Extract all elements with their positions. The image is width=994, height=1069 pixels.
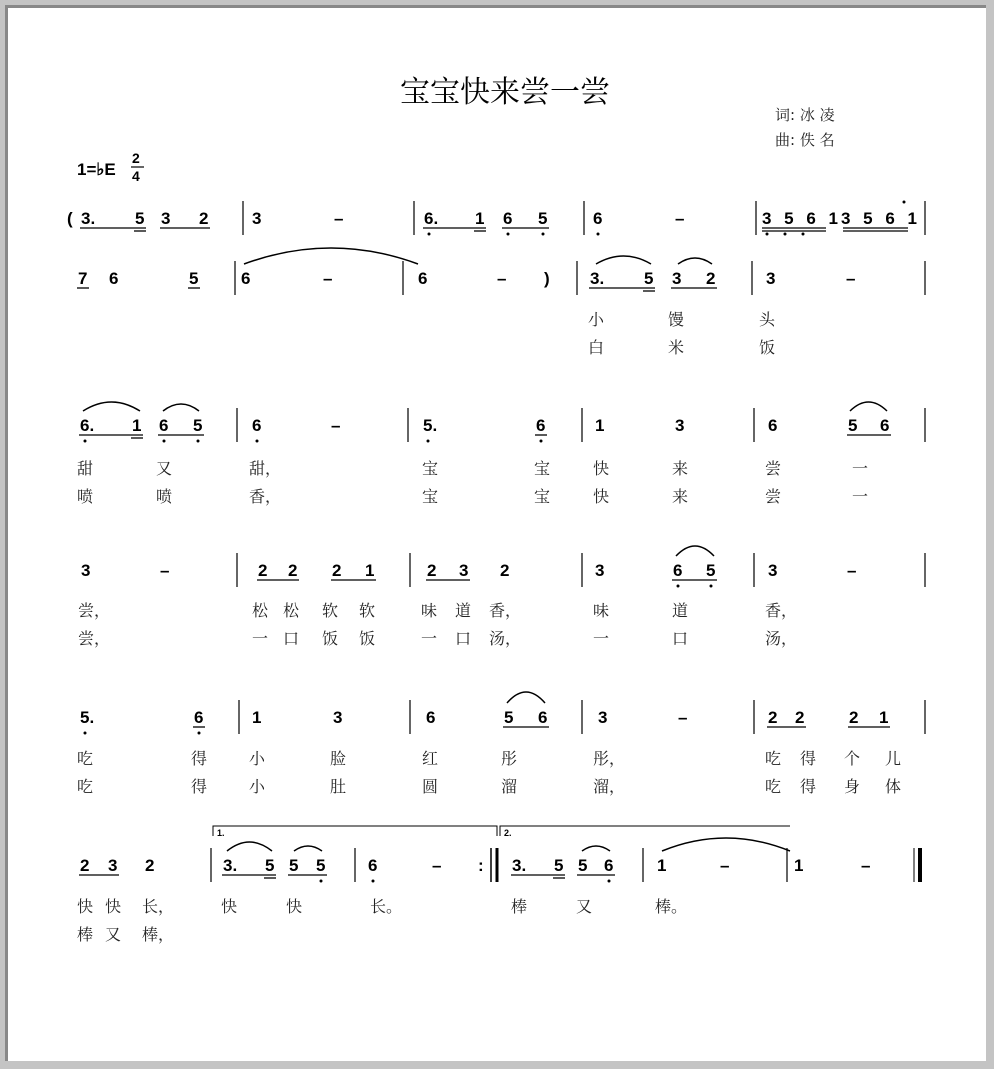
octave-dot xyxy=(608,880,611,883)
note: 5 xyxy=(706,561,716,580)
note: 3 5 6 1 xyxy=(762,209,842,228)
lyric: 快 xyxy=(77,897,94,916)
note: 6 xyxy=(503,209,513,228)
slur xyxy=(850,402,887,411)
note: 3 xyxy=(672,269,682,288)
note: 3 xyxy=(108,856,118,875)
note: 3. xyxy=(512,856,527,875)
lyric: 个 xyxy=(844,749,861,768)
lyric: 尝 xyxy=(765,487,782,506)
lyric: 饭 xyxy=(759,338,776,357)
lyric: 汤， xyxy=(489,629,522,648)
note: 2 xyxy=(768,708,778,727)
note: 1 xyxy=(475,209,485,228)
lyric: 棒， xyxy=(142,925,175,944)
octave-dot xyxy=(710,585,713,588)
note: 6 xyxy=(426,708,436,727)
lyric: 香， xyxy=(765,601,798,620)
octave-dot xyxy=(540,440,543,443)
octave-dot xyxy=(802,233,805,236)
octave-dot xyxy=(163,440,166,443)
lyric: 一 xyxy=(852,487,869,506)
lyric: 长。 xyxy=(370,897,403,916)
note: 2 xyxy=(795,708,805,727)
note: 2 xyxy=(332,561,342,580)
lyric: 圆 xyxy=(422,777,439,796)
lyric: 吃 xyxy=(77,749,94,768)
note: 5 xyxy=(644,269,654,288)
octave-dot xyxy=(256,440,259,443)
note: 6 xyxy=(368,856,378,875)
octave-dot xyxy=(677,585,680,588)
note: 2 xyxy=(80,856,90,875)
lyric: 口 xyxy=(455,629,472,648)
note: 3 xyxy=(459,561,469,580)
lyric: 味 xyxy=(593,601,610,620)
lyric: 宝 xyxy=(422,487,439,506)
note: 5 xyxy=(554,856,564,875)
octave-dot xyxy=(372,880,375,883)
score-row xyxy=(77,402,925,506)
note: 6 xyxy=(673,561,683,580)
note: 6 xyxy=(593,209,603,228)
lyric: 快 xyxy=(105,897,122,916)
octave-dot xyxy=(766,233,769,236)
lyric: 白 xyxy=(588,338,605,357)
time-signature-bottom: 4 xyxy=(132,168,140,184)
note: 5 xyxy=(578,856,588,875)
lyric: 快 xyxy=(593,459,610,478)
lyric: 又 xyxy=(105,925,122,944)
score-row xyxy=(77,248,925,357)
slur xyxy=(227,842,272,851)
song-title: 宝宝快来尝一尝 xyxy=(400,75,610,110)
lyric: 来 xyxy=(672,487,689,506)
lyric: 香， xyxy=(489,601,522,620)
note: 1 xyxy=(879,708,889,727)
octave-dot xyxy=(84,732,87,735)
note: 6. xyxy=(80,416,95,435)
lyric: 身 xyxy=(844,777,861,796)
note: 6 xyxy=(194,708,204,727)
lyric: 香， xyxy=(249,487,282,506)
note: 6 xyxy=(159,416,169,435)
note: 2 xyxy=(199,209,209,228)
score-row xyxy=(77,692,925,796)
lyric: 软 xyxy=(322,601,339,620)
volta-bracket-1 xyxy=(213,826,497,836)
lyric: 松 xyxy=(252,601,269,620)
note: : xyxy=(478,856,484,875)
note: ) xyxy=(544,269,550,288)
note: 2 xyxy=(145,856,155,875)
lyric: 口 xyxy=(672,629,689,648)
note: – xyxy=(678,708,688,727)
note: 5 xyxy=(193,416,203,435)
lyric: 宝 xyxy=(422,459,439,478)
note: ( xyxy=(67,209,73,228)
note: 2 xyxy=(849,708,859,727)
note: – xyxy=(323,269,333,288)
lyric: 脸 xyxy=(330,749,347,768)
note: 6 xyxy=(768,416,778,435)
note: 5 xyxy=(504,708,514,727)
slur xyxy=(676,546,714,556)
slur xyxy=(662,838,790,851)
lyric: 饭 xyxy=(359,629,376,648)
note: 2 xyxy=(427,561,437,580)
lyric: 又 xyxy=(576,897,593,916)
note: – xyxy=(675,209,685,228)
time-signature-top: 2 xyxy=(132,150,140,166)
note: 3 xyxy=(675,416,685,435)
lyric: 小 xyxy=(588,310,605,329)
octave-dot xyxy=(198,732,201,735)
volta-label-1: 1. xyxy=(217,828,225,838)
slur xyxy=(678,258,712,264)
note: 3 xyxy=(161,209,171,228)
note: 5 xyxy=(316,856,326,875)
lyric: 吃 xyxy=(765,749,782,768)
note: – xyxy=(331,416,341,435)
composer-credit: 曲: 佚 名 xyxy=(775,131,835,149)
note: 3 xyxy=(595,561,605,580)
note: 5 xyxy=(265,856,275,875)
score-page xyxy=(5,5,986,1061)
volta-bracket-2 xyxy=(500,826,790,836)
note: 2 xyxy=(706,269,716,288)
octave-dot xyxy=(542,233,545,236)
lyric: 棒。 xyxy=(655,897,688,916)
lyric: 红 xyxy=(422,749,439,768)
lyric: 来 xyxy=(672,459,689,478)
volta-label-2: 2. xyxy=(504,828,512,838)
octave-dot xyxy=(903,201,906,204)
slur xyxy=(582,846,610,851)
lyric: 儿 xyxy=(885,749,902,768)
lyric: 口 xyxy=(283,629,300,648)
score-row xyxy=(67,201,925,236)
lyric: 快 xyxy=(221,897,238,916)
lyric: 快 xyxy=(593,487,610,506)
lyric: 尝， xyxy=(78,601,111,620)
lyric: 快 xyxy=(286,897,303,916)
lyric: 吃 xyxy=(765,777,782,796)
octave-dot xyxy=(507,233,510,236)
lyric: 米 xyxy=(668,338,685,357)
lyric: 小 xyxy=(249,777,266,796)
lyric: 一 xyxy=(593,629,610,648)
lyric: 长， xyxy=(142,897,175,916)
key-signature: 1=♭E xyxy=(77,160,116,179)
note: 1 xyxy=(595,416,605,435)
lyric: 得 xyxy=(800,777,817,796)
lyric: 味 xyxy=(421,601,438,620)
octave-dot xyxy=(427,440,430,443)
octave-dot xyxy=(320,880,323,883)
lyric: 喷 xyxy=(156,487,173,506)
lyricist-credit: 词: 冰 凌 xyxy=(775,106,835,124)
lyric: 头 xyxy=(759,310,776,329)
note: 3 xyxy=(252,209,262,228)
lyric: 道 xyxy=(455,601,472,620)
note: 3 xyxy=(333,708,343,727)
octave-dot xyxy=(428,233,431,236)
lyric: 软 xyxy=(359,601,376,620)
lyric: 溜 xyxy=(501,777,518,796)
note: – xyxy=(432,856,442,875)
note: 1 xyxy=(794,856,804,875)
lyric: 一 xyxy=(852,459,869,478)
octave-dot xyxy=(597,233,600,236)
lyric: 彤， xyxy=(593,749,626,768)
lyric: 道 xyxy=(672,601,689,620)
note: 5. xyxy=(80,708,95,727)
lyric: 得 xyxy=(191,749,208,768)
slur xyxy=(163,404,199,411)
lyric: 又 xyxy=(156,459,173,478)
note: 3 5 6 1 xyxy=(841,209,921,228)
lyric: 汤， xyxy=(765,629,798,648)
lyric: 棒 xyxy=(511,897,528,916)
slur xyxy=(244,248,418,264)
note: 6 xyxy=(252,416,262,435)
slur xyxy=(83,402,140,411)
note: 3 xyxy=(81,561,91,580)
lyric: 吃 xyxy=(77,777,94,796)
lyric: 宝 xyxy=(534,459,551,478)
note: 2 xyxy=(288,561,298,580)
note: – xyxy=(861,856,871,875)
lyric: 甜 xyxy=(77,459,94,478)
lyric: 一 xyxy=(252,629,269,648)
lyric: 体 xyxy=(885,777,902,796)
note: – xyxy=(497,269,507,288)
note: 3. xyxy=(590,269,605,288)
note: – xyxy=(847,561,857,580)
note: 5 xyxy=(289,856,299,875)
note: 5 xyxy=(135,209,145,228)
score-sheet xyxy=(8,8,994,1069)
lyric: 彤 xyxy=(501,749,518,768)
lyric: 宝 xyxy=(534,487,551,506)
score-row xyxy=(78,546,925,648)
note: 1 xyxy=(365,561,375,580)
lyric: 甜， xyxy=(249,459,282,478)
note: – xyxy=(846,269,856,288)
note: – xyxy=(160,561,170,580)
octave-dot xyxy=(197,440,200,443)
note: 3 xyxy=(598,708,608,727)
lyric: 得 xyxy=(191,777,208,796)
octave-dot xyxy=(84,440,87,443)
lyric: 肚 xyxy=(330,777,347,796)
note: 7 xyxy=(78,269,88,288)
lyric: 饭 xyxy=(322,629,339,648)
note: 6 xyxy=(536,416,546,435)
octave-dot xyxy=(784,233,787,236)
note: 5 xyxy=(538,209,548,228)
note: 6 xyxy=(241,269,251,288)
note: 5 xyxy=(189,269,199,288)
note: 1 xyxy=(657,856,667,875)
lyric: 得 xyxy=(800,749,817,768)
note: 5 xyxy=(848,416,858,435)
lyric: 溜， xyxy=(593,777,626,796)
note: 6 xyxy=(109,269,119,288)
slur xyxy=(596,256,651,264)
note: 1 xyxy=(252,708,262,727)
score-row xyxy=(77,838,870,944)
note: 2 xyxy=(500,561,510,580)
note: 3. xyxy=(81,209,96,228)
slur xyxy=(507,692,545,703)
slur xyxy=(294,846,322,851)
lyric: 喷 xyxy=(77,487,94,506)
note: 2 xyxy=(258,561,268,580)
note: 5. xyxy=(423,416,438,435)
lyric: 一 xyxy=(421,629,438,648)
lyric: 松 xyxy=(283,601,300,620)
note: 6 xyxy=(418,269,428,288)
lyric: 尝 xyxy=(765,459,782,478)
note: 3 xyxy=(768,561,778,580)
lyric: 小 xyxy=(249,749,266,768)
note: 3. xyxy=(223,856,238,875)
note: 6 xyxy=(880,416,890,435)
lyric: 尝， xyxy=(78,629,111,648)
note: – xyxy=(334,209,344,228)
lyric: 棒 xyxy=(77,925,94,944)
note: – xyxy=(720,856,730,875)
lyric: 馒 xyxy=(668,310,685,329)
note: 1 xyxy=(132,416,142,435)
note: 3 xyxy=(766,269,776,288)
note: 6 xyxy=(604,856,614,875)
note: 6 xyxy=(538,708,548,727)
note: 6. xyxy=(424,209,439,228)
